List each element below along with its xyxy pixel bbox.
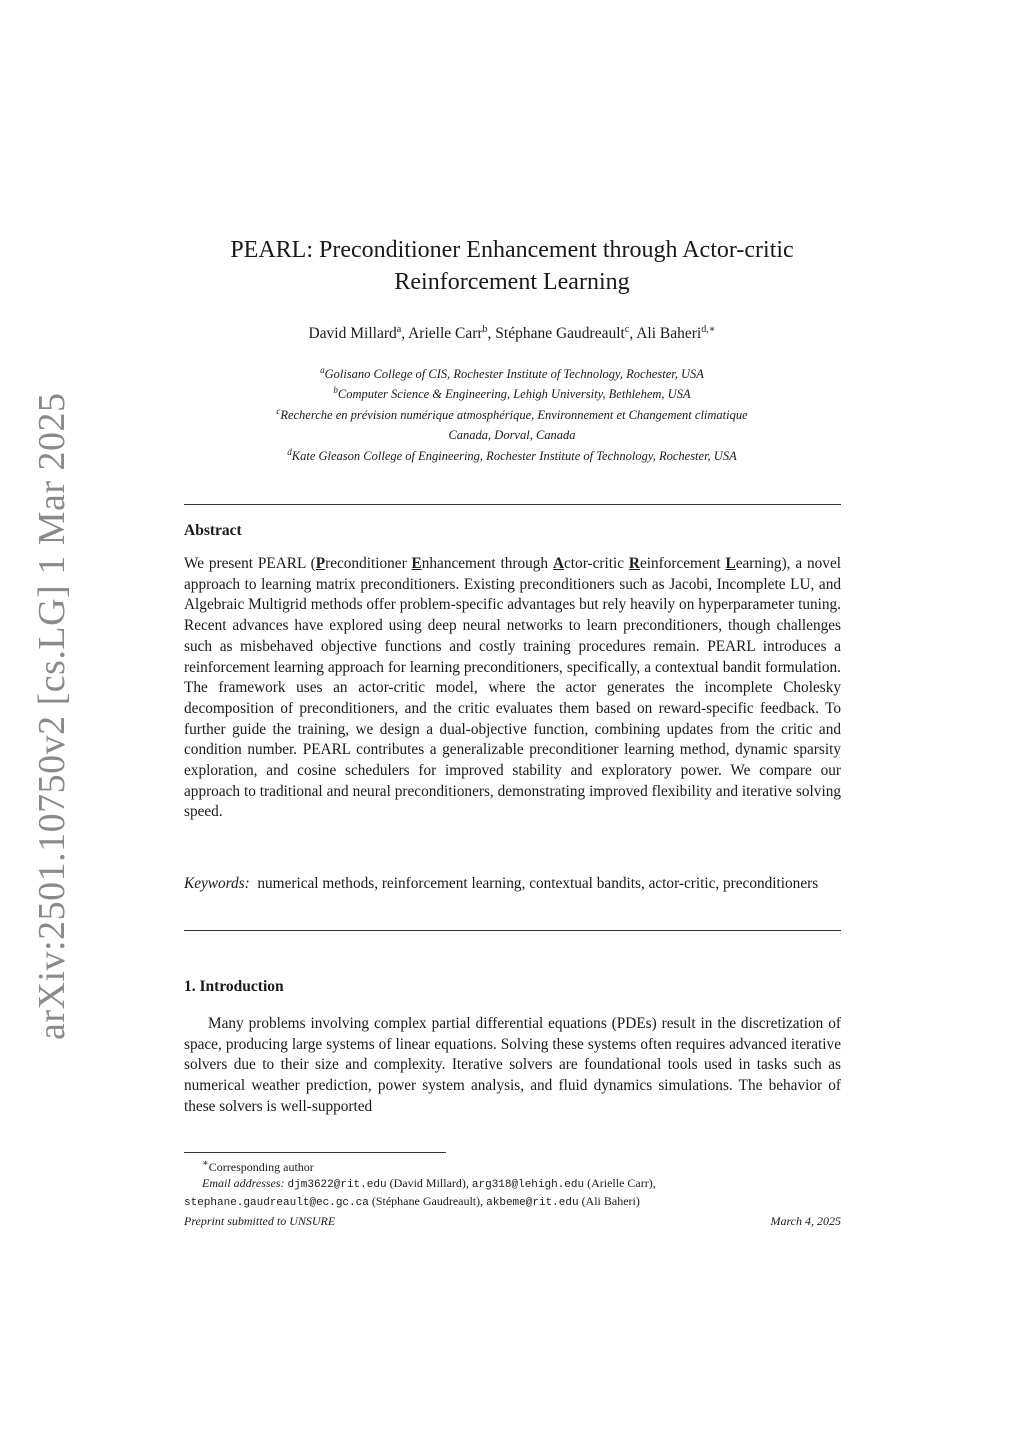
- abstract-top-rule: [184, 504, 841, 505]
- footnote: ∗Corresponding author Email addresses: djm3622@rit.edu (David Millard), arg318@lehigh.edu (Arielle Carr), stephane.gaudreault@ec.gc.ca (Stéphane Gaudreault), akbeme@rit.edu (Ali Baheri): [184, 1158, 656, 1209]
- affiliation: Canada, Dorval, Canada: [448, 428, 576, 443]
- author-affil-mark: c: [624, 324, 630, 335]
- email-link[interactable]: arg318@lehigh.edu: [471, 1179, 585, 1191]
- abstract-bottom-rule: [184, 930, 841, 931]
- abstract-heading: Abstract: [184, 522, 242, 539]
- introduction-heading: 1. Introduction: [184, 978, 284, 995]
- preprint-venue: Preprint submitted to UNSURE: [184, 1214, 336, 1228]
- corresponding-author-note: Corresponding author: [208, 1160, 314, 1174]
- affiliation: $^c$Recherche en prévision numérique atmosphérique, Environnement et Changement climatique: [276, 405, 748, 423]
- email-link[interactable]: stephane.gaudreault@ec.gc.ca: [184, 1197, 369, 1209]
- acronym-letter: R: [628, 555, 640, 572]
- keywords: [184, 874, 841, 895]
- acronym-letter: E: [411, 555, 422, 572]
- affiliation: $^d$Kate Gleason College of Engineering, Rochester Institute of Technology, Rochester, USA: [287, 446, 737, 463]
- email-link[interactable]: akbeme@rit.edu: [486, 1197, 579, 1209]
- introduction-paragraph: Many problems involving complex partial differential equations (PDEs) result in the discretization of space, producing large systems of linear equations. Solving these systems often requires advanced iterative solvers due to their size and complexity. Iterative solvers are foundational tools used in tasks such as numerical weather prediction, power system analysis, and fluid dynamics simulations. The behavior of these solvers is well-supported: [184, 1015, 841, 1115]
- affiliation: $^b$Computer Science & Engineering, Lehigh University, Bethlehem, USA: [333, 385, 691, 402]
- affiliation-list: [170, 362, 854, 464]
- acronym-letter: P: [315, 555, 326, 572]
- preprint-footer: [184, 1214, 841, 1229]
- author-affil-mark: a: [396, 324, 402, 335]
- acronym-letter: L: [725, 555, 736, 572]
- title-line-2: Reinforcement Learning: [394, 269, 630, 295]
- author: Ali Baheri: [636, 325, 702, 343]
- paper-title: [170, 234, 854, 298]
- affiliation: $^a$Golisano College of CIS, Rochester Institute of Technology, Rochester, USA: [320, 365, 704, 382]
- author: Arielle Carr: [408, 325, 483, 343]
- author: Stéphane Gaudreault: [495, 325, 625, 343]
- author-affil-mark: b: [482, 324, 488, 335]
- footnote-rule: [184, 1152, 446, 1153]
- preprint-date: March 4, 2025: [770, 1214, 841, 1228]
- abstract-body: We present PEARL (Preconditioner Enhancement through Actor-critic Reinforcement Learning), a novel approach to learning matrix preconditioners. Existing preconditioners such as Jacobi, Incomplete LU, and Algebraic Multigrid methods offer problem-specific advantages but rely heavily on hyperparameter tuning. Recent advances have explored using deep neural networks to learn preconditioners, though challenges such as misbehaved objective functions and costly training procedures remain. PEARL introduces a reinforcement learning approach for learning preconditioners, specifically, a contextual bandit formulation. The framework uses an actor-critic model, where the actor generates the incomplete Cholesky decomposition of preconditioners, and the critic evaluates them based on reward-specific feedback. To further guide the training, we design a dual-objective function, combining updates from the critic and condition number. PEARL contributes a generalizable preconditioner learning method, dynamic sparsity exploration, and cosine schedulers for improved stability and exploratory power. We compare our approach to traditional and neural preconditioners, demonstrating improved flexibility and iterative solving speed.: [184, 555, 842, 821]
- author-affil-mark: d,∗: [701, 324, 716, 335]
- keywords-label: Keywords:: [184, 875, 250, 892]
- keywords-text: numerical methods, reinforcement learning, contextual bandits, actor-critic, preconditioners: [257, 875, 819, 892]
- arxiv-identifier-stamp: arXiv:2501.10750v2 [cs.LG] 1 Mar 2025: [31, 392, 73, 1040]
- email-link[interactable]: djm3622@rit.edu: [287, 1179, 387, 1191]
- acronym-letter: A: [552, 555, 565, 572]
- title-line-1: PEARL: Preconditioner Enhancement through Actor-critic: [230, 237, 794, 263]
- author: David Millard: [308, 325, 397, 343]
- author-list: David Millard$^a$, Arielle Carr$^b$, Stéphane Gaudreault$^c$, Ali Baheri$^{d,∗}$: [308, 324, 716, 343]
